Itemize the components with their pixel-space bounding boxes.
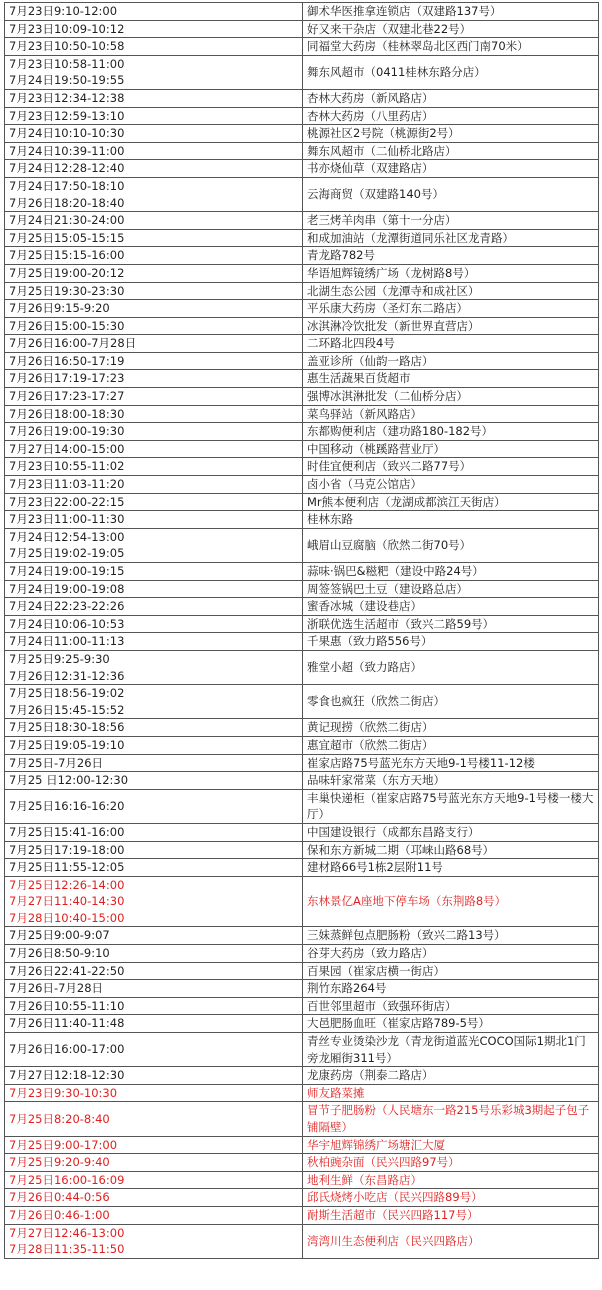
time-cell [5,55,303,89]
time-cell [5,125,303,143]
time-cell [5,142,303,160]
time-cell [5,335,303,353]
time-range: 7月24日22:23-22:26 [9,599,125,614]
time-cell [5,20,303,38]
place-cell: 地利生鲜（东昌路店） [303,1171,599,1189]
time-cell [5,89,303,107]
time-cell [5,980,303,998]
time-range: 7月25日19:02-19:05 [9,546,125,561]
table-row [5,580,599,598]
time-cell [5,962,303,980]
place-cell: 蜜香冰城（建设巷店） [303,598,599,616]
time-cell [5,1154,303,1172]
place-cell: 蒜味·锅巴&糍粑（建设中路24号） [303,563,599,581]
time-cell [5,719,303,737]
table-row [5,89,599,107]
place-cell: 舞东风超市（二仙桥北路店） [303,142,599,160]
place-cell: 周签签锅巴土豆（建设路总店） [303,580,599,598]
time-range: 7月26日16:00-17:00 [9,1042,125,1057]
table-row [5,736,599,754]
place-cell: 三妹蒸鲜包点肥肠粉（致兴二路13号） [303,927,599,945]
time-cell [5,405,303,423]
table-row [5,754,599,772]
place-cell: 二环路北四段4号 [303,335,599,353]
time-cell [5,300,303,318]
time-range: 7月25日18:56-19:02 [9,686,125,701]
place-cell: 卤小省（马克公馆店） [303,476,599,494]
time-range: 7月25日9:00-17:00 [9,1137,118,1152]
table-row [5,247,599,265]
table-row [5,300,599,318]
table-row [5,719,599,737]
table-row [5,650,599,684]
place-cell: 惠宜超市（欣然二街店） [303,736,599,754]
time-range: 7月24日10:06-10:53 [9,616,125,631]
time-range: 7月24日12:28-12:40 [9,161,125,176]
time-cell [5,3,303,21]
time-range: 7月27日12:46-13:00 [9,1225,125,1240]
place-cell: 雅堂小超（致力路店） [303,650,599,684]
time-range: 7月26日11:40-11:48 [9,1016,125,1031]
table-row [5,563,599,581]
table-row [5,370,599,388]
table-row [5,1067,599,1085]
place-cell: 黄记现捞（欣然二街店） [303,719,599,737]
place-cell: 湾湾川生态便利店（民兴四路店） [303,1224,599,1258]
time-cell [5,264,303,282]
table-row [5,212,599,230]
time-range: 7月23日22:00-22:15 [9,494,125,509]
time-range: 7月25日15:41-16:00 [9,824,125,839]
table-row [5,1189,599,1207]
place-cell: 同福堂大药房（桂林翠岛北区西门南70米） [303,38,599,56]
table-row [5,598,599,616]
table-row [5,107,599,125]
time-cell [5,1206,303,1224]
time-cell [5,440,303,458]
place-cell: 青龙路782号 [303,247,599,265]
time-cell [5,317,303,335]
time-cell [5,563,303,581]
place-cell: 邱氏烧烤小吃店（民兴四路89号） [303,1189,599,1207]
time-range: 7月24日11:00-11:13 [9,634,125,649]
time-cell [5,38,303,56]
time-cell [5,1102,303,1136]
time-cell [5,423,303,441]
table-row [5,962,599,980]
place-cell: 冰淇淋冷饮批发（新世界直营店） [303,317,599,335]
place-cell: 北湖生态公园（龙潭寺和成社区） [303,282,599,300]
time-range: 7月23日10:58-11:00 [9,56,125,71]
time-range: 7月26日9:15-9:20 [9,301,110,316]
time-range: 7月26日22:41-22:50 [9,963,125,978]
table-row [5,3,599,21]
itinerary-table-container [4,2,598,1259]
time-range: 7月25日19:00-20:12 [9,265,125,280]
table-row [5,264,599,282]
time-range: 7月24日17:50-18:10 [9,178,125,193]
place-cell: 舞东风超市（0411桂林东路分店） [303,55,599,89]
time-range: 7月25日12:26-14:00 [9,877,125,892]
time-range: 7月24日21:30-24:00 [9,213,125,228]
time-range: 7月23日9:10-12:00 [9,4,118,18]
table-row [5,1102,599,1136]
time-cell [5,876,303,927]
table-row [5,405,599,423]
place-cell: 老三烤羊肉串（第十一分店） [303,212,599,230]
time-range: 7月28日11:35-11:50 [9,1242,125,1257]
place-cell: 荆竹东路264号 [303,980,599,998]
time-cell [5,1189,303,1207]
table-row [5,352,599,370]
time-range: 7月27日12:18-12:30 [9,1068,125,1083]
table-row [5,493,599,511]
time-cell [5,352,303,370]
place-cell: 浙联优选生活超市（致兴二路59号） [303,615,599,633]
place-cell: 桃源社区2号院（桃源街2号） [303,125,599,143]
time-range: 7月27日14:00-15:00 [9,441,125,456]
time-cell [5,160,303,178]
time-range: 7月26日-7月28日 [9,981,104,996]
place-cell: 百世邻里超市（致强环街店） [303,997,599,1015]
time-range: 7月26日0:44-0:56 [9,1190,110,1205]
time-cell [5,945,303,963]
place-cell: 平乐康大药房（圣灯东二路店） [303,300,599,318]
table-row [5,1154,599,1172]
time-cell [5,789,303,823]
time-cell [5,282,303,300]
place-cell: Mr熊本便利店（龙湖成都滨江天街店） [303,493,599,511]
time-cell [5,370,303,388]
table-row [5,841,599,859]
table-row [5,633,599,651]
table-row [5,440,599,458]
itinerary-table-body [5,3,599,1259]
table-row [5,859,599,877]
table-row [5,1171,599,1189]
table-row [5,38,599,56]
time-range: 7月23日11:03-11:20 [9,477,125,492]
time-range: 7月25日11:55-12:05 [9,860,125,875]
place-cell: 时佳宜便利店（致兴二路77号） [303,458,599,476]
time-range: 7月25日9:20-9:40 [9,1155,110,1170]
time-range: 7月25日17:19-18:00 [9,842,125,857]
time-cell [5,212,303,230]
time-range: 7月26日15:00-15:30 [9,318,125,333]
place-cell: 丰巢快递柜（崔家店路75号蓝光东方天地9-1号楼一楼大厅） [303,789,599,823]
table-row [5,1224,599,1258]
time-cell [5,476,303,494]
table-row [5,772,599,790]
time-cell [5,1224,303,1258]
table-row [5,927,599,945]
place-cell: 中国移动（桃蹊路营业厅） [303,440,599,458]
time-range: 7月25日9:25-9:30 [9,651,110,666]
time-range: 7月26日19:00-19:30 [9,424,125,439]
table-row [5,823,599,841]
table-row [5,142,599,160]
table-row [5,789,599,823]
table-row [5,317,599,335]
time-cell [5,772,303,790]
table-row [5,125,599,143]
time-range: 7月26日17:19-17:23 [9,371,125,386]
time-range: 7月28日10:40-15:00 [9,910,125,925]
time-range: 7月27日11:40-14:30 [9,894,125,909]
place-cell: 保和东方新城二期（邛崃山路68号） [303,841,599,859]
place-cell: 建材路66号1栋2层附11号 [303,859,599,877]
table-row [5,997,599,1015]
table-row [5,980,599,998]
time-range: 7月25日19:30-23:30 [9,283,125,298]
place-cell: 零食也疯狂（欣然二街店） [303,685,599,719]
place-cell: 东林景亿A座地下停车场（东荆路8号） [303,876,599,927]
time-cell [5,1015,303,1033]
time-cell [5,650,303,684]
place-cell: 龙康药房（荆泰二路店） [303,1067,599,1085]
place-cell: 好又来干杂店（双建北巷22号） [303,20,599,38]
time-cell [5,685,303,719]
table-row [5,20,599,38]
time-cell [5,841,303,859]
place-cell: 东都购便利店（建功路180-182号） [303,423,599,441]
time-range: 7月25日8:20-8:40 [9,1111,110,1126]
time-range: 7月26日15:45-15:52 [9,702,125,717]
time-range: 7月26日18:00-18:30 [9,406,125,421]
place-cell: 华语旭辉镜绣广场（龙树路8号） [303,264,599,282]
time-range: 7月23日9:30-10:30 [9,1085,118,1100]
table-row [5,685,599,719]
time-range: 7月23日11:00-11:30 [9,512,125,527]
time-range: 7月26日8:50-9:10 [9,946,110,961]
table-row [5,229,599,247]
table-row [5,1084,599,1102]
time-range: 7月26日0:46-1:00 [9,1207,110,1222]
time-range: 7月23日10:09-10:12 [9,21,125,36]
place-cell: 百果园（崔家店横一街店） [303,962,599,980]
time-cell [5,997,303,1015]
time-cell [5,823,303,841]
time-range: 7月25 日12:00-12:30 [9,773,129,788]
table-row [5,945,599,963]
time-cell [5,1136,303,1154]
time-range: 7月23日12:59-13:10 [9,108,125,123]
time-cell [5,754,303,772]
place-cell: 杏林大药房（新风路店） [303,89,599,107]
time-cell [5,247,303,265]
time-range: 7月23日10:50-10:58 [9,39,125,54]
time-range: 7月26日17:23-17:27 [9,389,125,404]
place-cell: 师友路菜摊 [303,1084,599,1102]
time-cell [5,1084,303,1102]
time-cell [5,511,303,529]
time-range: 7月25日16:16-16:20 [9,799,125,814]
table-row [5,1033,599,1067]
time-cell [5,598,303,616]
place-cell: 盖亚诊所（仙韵一路店） [303,352,599,370]
time-range: 7月24日10:39-11:00 [9,143,125,158]
table-row [5,876,599,927]
table-row [5,1206,599,1224]
place-cell: 强博冰淇淋批发（二仙桥分店） [303,388,599,406]
place-cell: 峨眉山豆腐脑（欣然二街70号） [303,528,599,562]
place-cell: 和成加油站（龙潭街道同乐社区龙青路） [303,229,599,247]
place-cell: 惠生活蔬果百货超市 [303,370,599,388]
time-range: 7月26日16:00-7月28日 [9,336,137,351]
time-cell [5,1171,303,1189]
table-row [5,1136,599,1154]
time-cell [5,493,303,511]
itinerary-table [4,2,599,1259]
time-range: 7月26日18:20-18:40 [9,195,125,210]
time-cell [5,177,303,211]
time-cell [5,927,303,945]
time-range: 7月25日16:00-16:09 [9,1172,125,1187]
time-cell [5,1067,303,1085]
place-cell: 御术华医推拿连锁店（双建路137号） [303,3,599,21]
table-row [5,55,599,89]
time-range: 7月25日-7月26日 [9,755,104,770]
place-cell: 桂林东路 [303,511,599,529]
place-cell: 品味轩家常菜（东方天地） [303,772,599,790]
place-cell: 秋柏豌杂面（民兴四路97号） [303,1154,599,1172]
table-row [5,1015,599,1033]
table-row [5,458,599,476]
time-range: 7月26日12:31-12:36 [9,668,125,683]
time-range: 7月25日18:30-18:56 [9,720,125,735]
time-range: 7月26日10:55-11:10 [9,998,125,1013]
time-range: 7月24日19:50-19:55 [9,73,125,88]
place-cell: 中国建设银行（成都东昌路支行） [303,823,599,841]
time-cell [5,615,303,633]
table-row [5,528,599,562]
time-range: 7月26日16:50-17:19 [9,353,125,368]
time-cell [5,528,303,562]
time-range: 7月24日10:10-10:30 [9,126,125,141]
table-row [5,423,599,441]
place-cell: 青丝专业烫染沙龙（青龙街道蓝光COCO国际1期北1门旁龙厢街311号） [303,1033,599,1067]
time-range: 7月25日15:15-16:00 [9,248,125,263]
table-row [5,160,599,178]
time-cell [5,736,303,754]
place-cell: 冒节子肥肠粉（人民塘东一路215号乐彩城3期起子包子铺隔壁） [303,1102,599,1136]
time-cell [5,633,303,651]
place-cell: 书亦烧仙草（双建路店） [303,160,599,178]
place-cell: 谷芽大药房（致力路店） [303,945,599,963]
table-row [5,615,599,633]
place-cell: 崔家店路75号蓝光东方天地9-1号楼11-12楼 [303,754,599,772]
place-cell: 千果惠（致力路556号） [303,633,599,651]
table-row [5,511,599,529]
time-cell [5,229,303,247]
time-cell [5,388,303,406]
time-range: 7月25日19:05-19:10 [9,737,125,752]
table-row [5,282,599,300]
table-row [5,335,599,353]
table-row [5,177,599,211]
time-cell [5,458,303,476]
place-cell: 云海商贸（双建路140号） [303,177,599,211]
place-cell: 杏林大药房（八里药店） [303,107,599,125]
place-cell: 耐斯生活超市（民兴四路117号） [303,1206,599,1224]
place-cell: 菜鸟驿站（新风路店） [303,405,599,423]
time-cell [5,580,303,598]
time-range: 7月24日19:00-19:15 [9,564,125,578]
time-cell [5,1033,303,1067]
place-cell: 华宇旭辉锦绣广场塘汇大厦 [303,1136,599,1154]
time-range: 7月23日12:34-12:38 [9,90,125,105]
time-range: 7月25日15:05-15:15 [9,230,125,245]
table-row [5,476,599,494]
table-row [5,388,599,406]
time-range: 7月25日9:00-9:07 [9,928,110,943]
time-cell [5,859,303,877]
time-cell [5,107,303,125]
time-range: 7月24日19:00-19:08 [9,581,125,596]
place-cell: 大邑肥肠血旺（崔家店路789-5号） [303,1015,599,1033]
time-range: 7月23日10:55-11:02 [9,459,125,474]
time-range: 7月24日12:54-13:00 [9,529,125,544]
